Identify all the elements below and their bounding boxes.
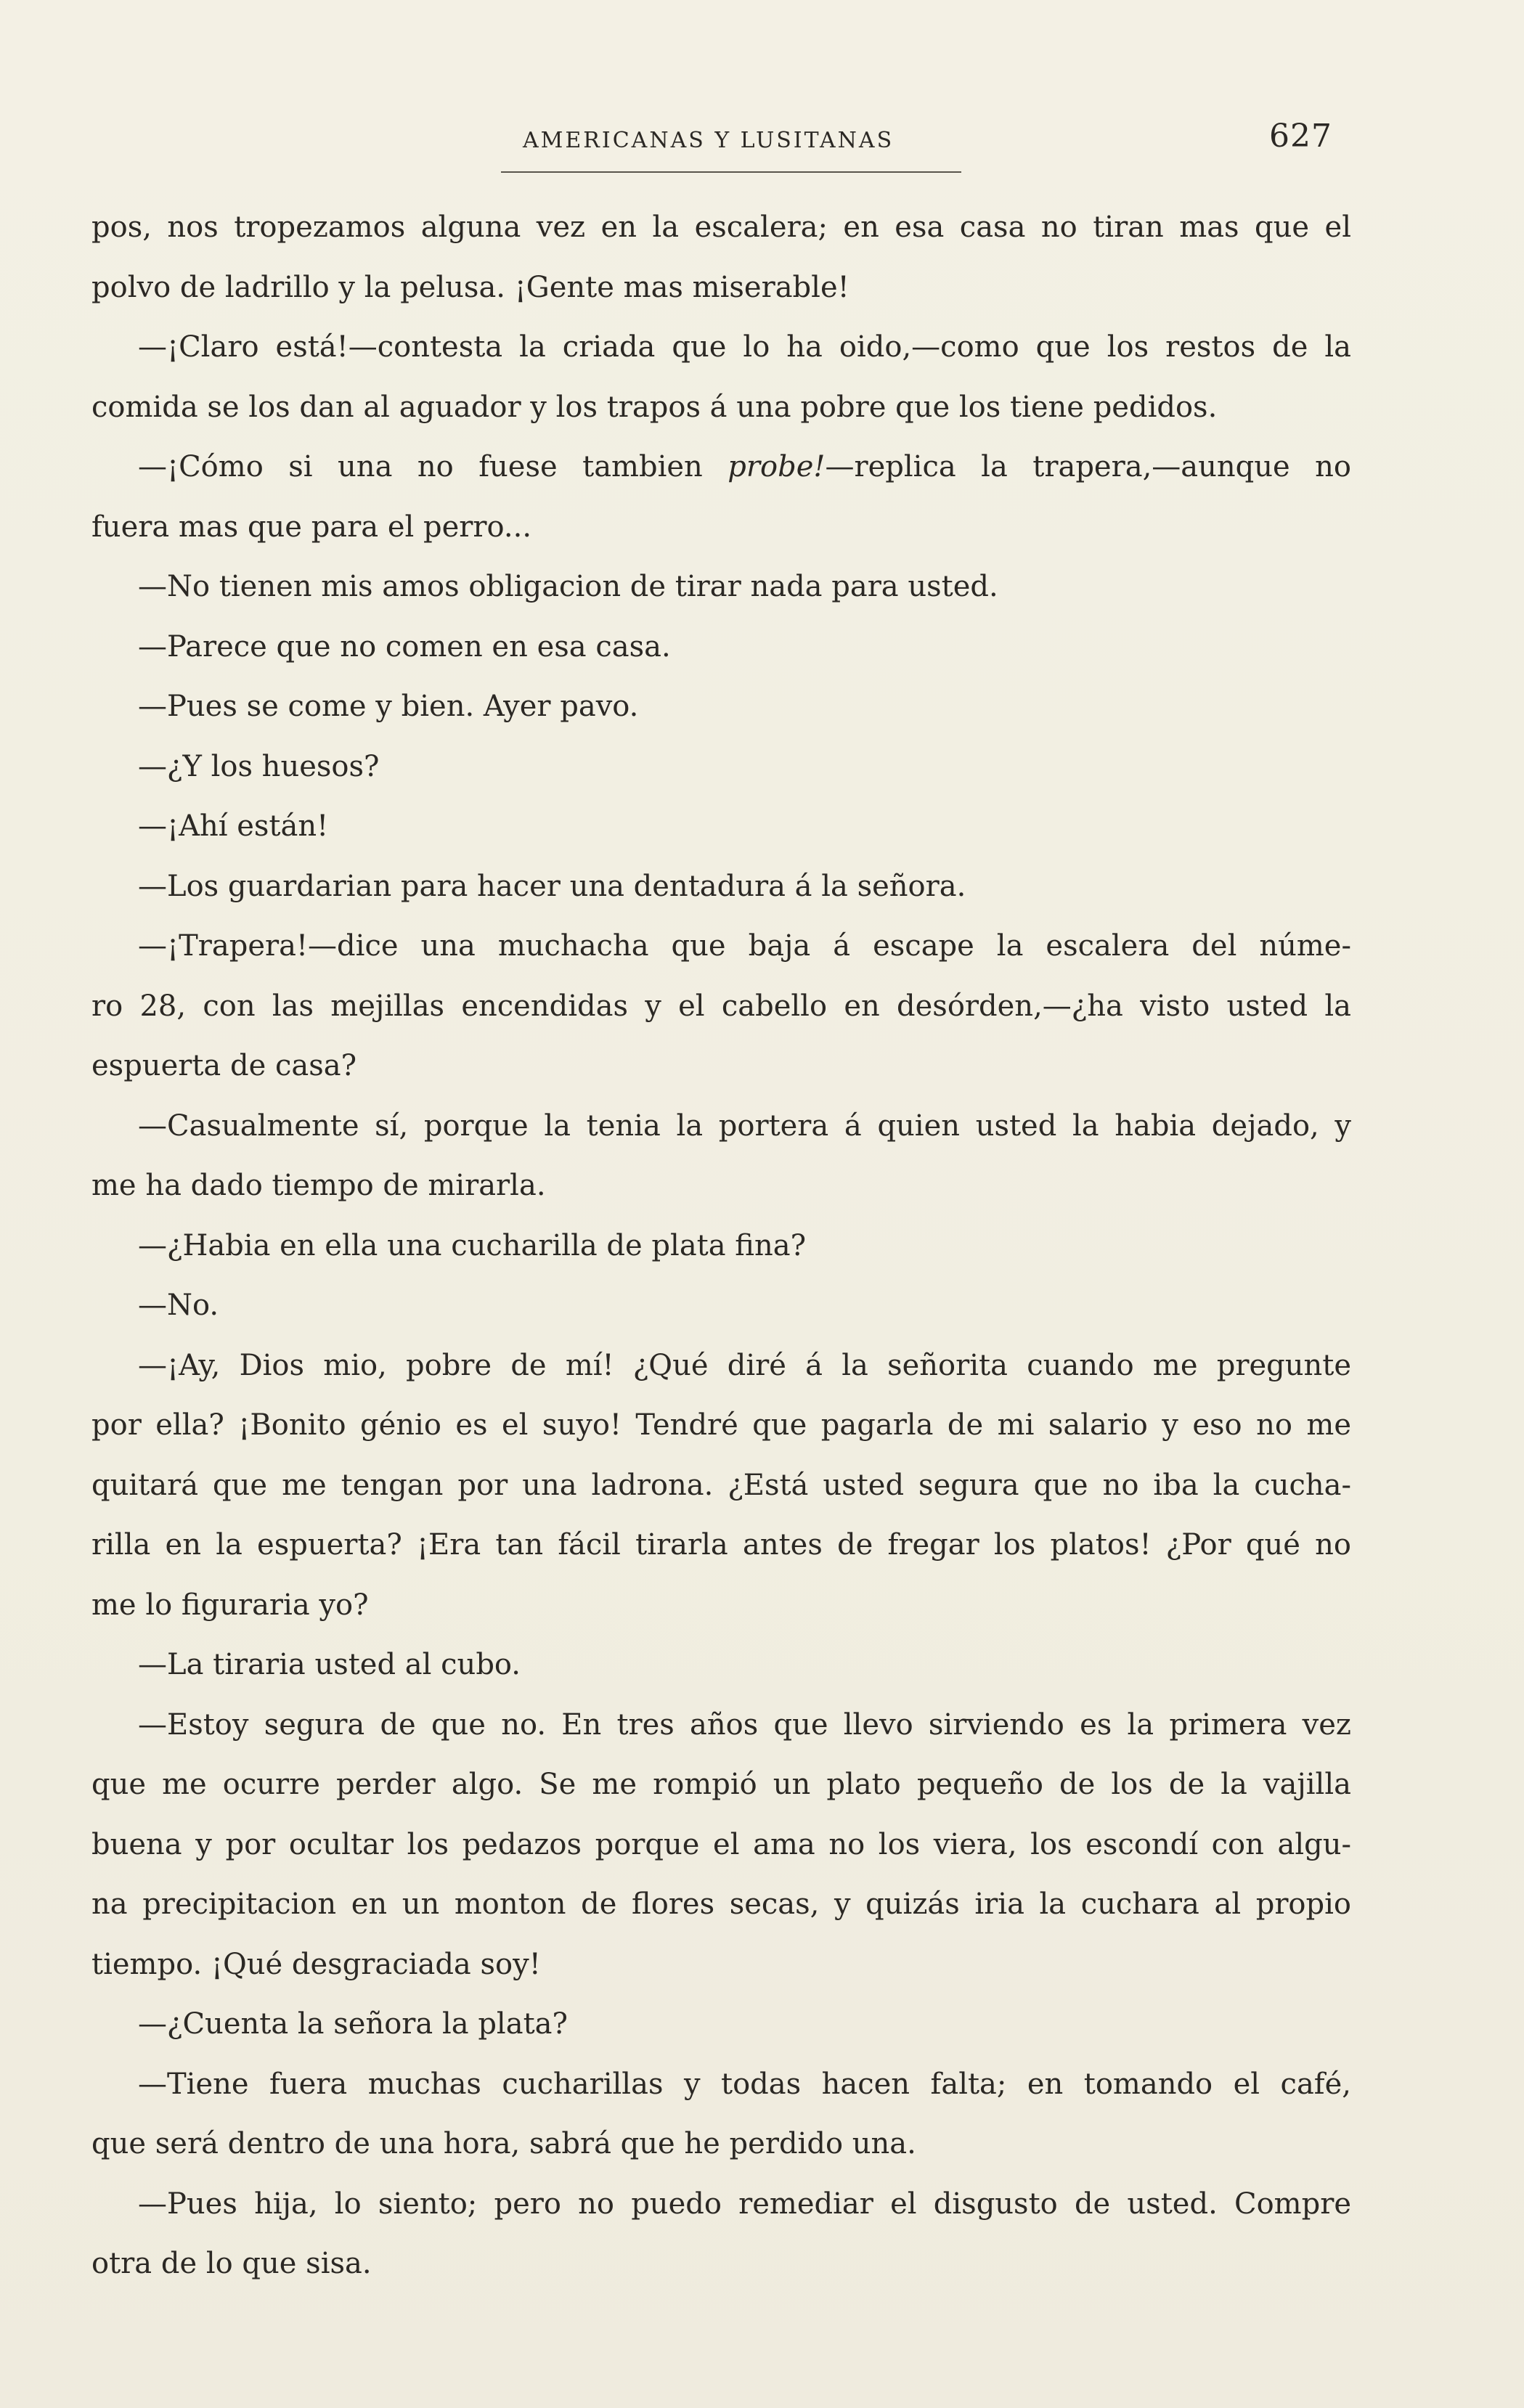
text-line: fuera mas que para el perro... [91,510,532,544]
text-line: —¡Ay, Dios mio, pobre de mí! ¿Qué diré á la señorita cuando me pregunte [138,1348,1351,1382]
text-line: rilla en la espuerta? ¡Era tan fácil tirarla antes de fregar los platos! ¿Por qué no [91,1528,1351,1562]
text-line: —La tiraria usted al cubo. [138,1648,521,1681]
text-line: me lo figuraria yo? [91,1588,369,1622]
text-line: buena y por ocultar los pedazos porque el ama no los viera, los escondí con algu- [91,1827,1351,1861]
header-rule [501,171,961,173]
page-number: 627 [1269,118,1332,155]
text-line: tiempo. ¡Qué desgraciada soy! [91,1947,541,1981]
text-line: —¡Trapera!—dice una muchacha que baja á escape la escalera del núme- [138,929,1351,963]
body-text [91,197,1351,2294]
text-line: por ella? ¡Bonito génio es el suyo! Tendré que pagarla de mi salario y eso no me [91,1408,1351,1442]
text-line: —Estoy segura de que no. En tres años que llevo sirviendo es la primera vez [138,1707,1351,1742]
text-line: polvo de ladrillo y la pelusa. ¡Gente mas miserable! [91,270,849,304]
emphasized-word: probe! [728,450,826,483]
text-line: —Tiene fuera muchas cucharillas y todas hacen falta; en tomando el café, [138,2067,1351,2101]
text-line: espuerta de casa? [91,1049,357,1082]
text-line: —Pues hija, lo siento; pero no puedo remediar el disgusto de usted. Compre [138,2187,1351,2221]
text-line: pos, nos tropezamos alguna vez en la escalera; en esa casa no tiran mas que el [91,211,1351,244]
text-line: —¿Habia en ella una cucharilla de plata fina? [138,1228,807,1262]
text-line: —Los guardarian para hacer una dentadura á la señora. [138,869,966,903]
text-line: quitará que me tengan por una ladrona. ¿Está usted segura que no iba la cucha- [91,1468,1351,1502]
page-header [0,107,1524,166]
text-line: otra de lo que sisa. [91,2247,372,2280]
text-line: —¡Cómo si una no fuese tambien probe!—replica la trapera,—aunque no [138,450,1351,483]
text-line: —¡Ahí están! [138,809,329,843]
running-title: AMERICANAS Y LUSITANAS [523,128,895,153]
text-line: —Parece que no comen en esa casa. [138,629,671,664]
text-line: me ha dado tiempo de mirarla. [91,1169,546,1202]
text-line: —Pues se come y bien. Ayer pavo. [138,690,639,723]
text-line: —¿Cuenta la señora la plata? [138,2007,568,2041]
text-line: —Casualmente sí, porque la tenia la portera á quien usted la habia dejado, y [138,1109,1351,1143]
text-line: —No. [138,1289,219,1322]
text-line: ro 28, con las mejillas encendidas y el cabello en desórden,—¿ha visto usted la [91,989,1351,1023]
text-line: na precipitacion en un monton de flores secas, y quizás iria la cuchara al propio [91,1887,1351,1921]
text-line: —No tienen mis amos obligacion de tirar nada para usted. [138,570,998,603]
text-line: comida se los dan al aguador y los trapos á una pobre que los tiene pedidos. [91,390,1218,424]
text-line: —¿Y los huesos? [138,749,380,783]
text-line: que será dentro de una hora, sabrá que he perdido una. [91,2127,916,2160]
text-line: —¡Claro está!—contesta la criada que lo ha oido,—como que los restos de la [138,330,1351,364]
text-line: que me ocurre perder algo. Se me rompió un plato pequeño de los de la vajilla [91,1768,1351,1801]
